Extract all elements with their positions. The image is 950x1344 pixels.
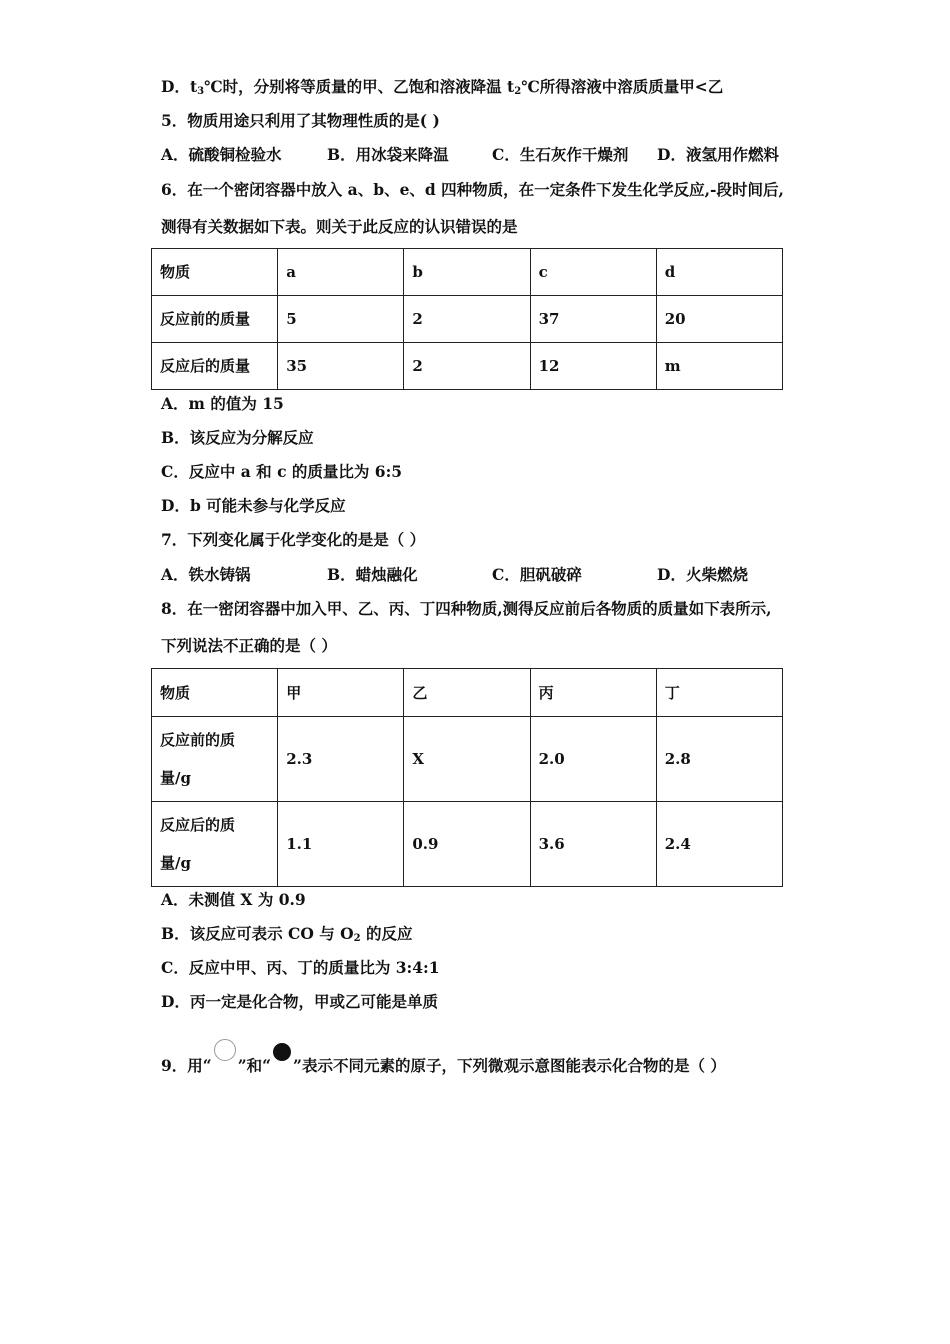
table-cell: 3.6 (530, 802, 656, 887)
q6-table (151, 248, 783, 390)
table-cell: 2 (404, 343, 530, 390)
q6-option-d: D．b 可能未参与化学反应 (161, 496, 346, 515)
table-cell: 37 (530, 296, 656, 343)
table-row (152, 802, 783, 887)
q8-option-b: B．该反应可表示 CO 与 $O_2$ 的反应 (161, 924, 413, 944)
table-cell: 0.9 (404, 802, 530, 887)
table-cell: 2.4 (656, 802, 782, 887)
q4-option-d: D．$t_3℃$时，分别将等质量的甲、乙饱和溶液降温 $t_2℃$所得溶液中溶质质量甲<乙 (161, 77, 724, 97)
q6-stem-line2: 测得有关数据如下表。则关于此反应的认识错误的是 (161, 217, 518, 236)
q5-option-a: A．硫酸铜检验水 (161, 145, 282, 164)
table-cell: 2.3 (278, 717, 404, 802)
table-header-cell: 物质 (152, 249, 278, 296)
q5-stem: 5．物质用途只利用了其物理性质的是( ) (161, 111, 440, 130)
q7-option-b: B．蜡烛融化 (327, 565, 418, 584)
table-row (152, 249, 783, 296)
q7-option-a: A．铁水铸锅 (161, 565, 251, 584)
q5-option-d: D．液氢用作燃料 (657, 145, 779, 164)
q7-option-d: D．火柴燃烧 (657, 565, 748, 584)
table-cell: 12 (530, 343, 656, 390)
table-row-label: 反应后的质 量/g (152, 802, 278, 887)
table-cell: 1.1 (278, 802, 404, 887)
hollow-circle-atom-icon (214, 1039, 236, 1061)
q6-option-a: A．m 的值为 15 (161, 394, 284, 413)
q8-table (151, 668, 783, 887)
table-cell: X (404, 717, 530, 802)
q5-option-c: C．生石灰作干燥剂 (492, 145, 629, 164)
table-cell: 反应后的质量 (152, 343, 278, 390)
table-cell: 20 (656, 296, 782, 343)
table-header-cell: 丙 (530, 669, 656, 717)
table-header-cell: c (530, 249, 656, 296)
q9-stem: 9．用“ ”和“ ”表示不同元素的原子，下列微观示意图能表示化合物的是（ ） (161, 1039, 726, 1076)
table-header-cell: a (278, 249, 404, 296)
q7-stem: 7．下列变化属于化学变化的是是（ ） (161, 530, 426, 549)
q5-option-b: B．用冰袋来降温 (327, 145, 449, 164)
q6-option-b: B．该反应为分解反应 (161, 428, 314, 447)
table-cell: 5 (278, 296, 404, 343)
table-cell: 2.0 (530, 717, 656, 802)
q6-stem-line1: 6．在一个密闭容器中放入 a、b、e、d 四种物质，在一定条件下发生化学反应,-段时间后, (161, 180, 784, 199)
q8-option-d: D．丙一定是化合物，甲或乙可能是单质 (161, 992, 438, 1011)
table-row (152, 717, 783, 802)
q7-option-c: C．胆矾破碎 (492, 565, 582, 584)
q6-option-c: C．反应中 a 和 c 的质量比为 6:5 (161, 462, 403, 481)
table-header-cell: b (404, 249, 530, 296)
table-row (152, 296, 783, 343)
q8-stem-line1: 8．在一密闭容器中加入甲、乙、丙、丁四种物质,测得反应前后各物质的质量如下表所示, (161, 599, 772, 618)
table-header-cell: 物质 (152, 669, 278, 717)
table-row (152, 669, 783, 717)
q8-option-a: A．未测值 X 为 0.9 (161, 890, 306, 909)
table-row-label: 反应前的质 量/g (152, 717, 278, 802)
table-header-cell: 乙 (404, 669, 530, 717)
table-cell: 2.8 (656, 717, 782, 802)
table-row (152, 343, 783, 390)
solid-circle-atom-icon (273, 1043, 291, 1061)
table-header-cell: 甲 (278, 669, 404, 717)
table-cell: 35 (278, 343, 404, 390)
q8-option-c: C．反应中甲、丙、丁的质量比为 3:4:1 (161, 958, 440, 977)
table-header-cell: d (656, 249, 782, 296)
table-cell: m (656, 343, 782, 390)
q8-stem-line2: 下列说法不正确的是（ ） (161, 636, 337, 655)
table-cell: 反应前的质量 (152, 296, 278, 343)
table-cell: 2 (404, 296, 530, 343)
table-header-cell: 丁 (656, 669, 782, 717)
